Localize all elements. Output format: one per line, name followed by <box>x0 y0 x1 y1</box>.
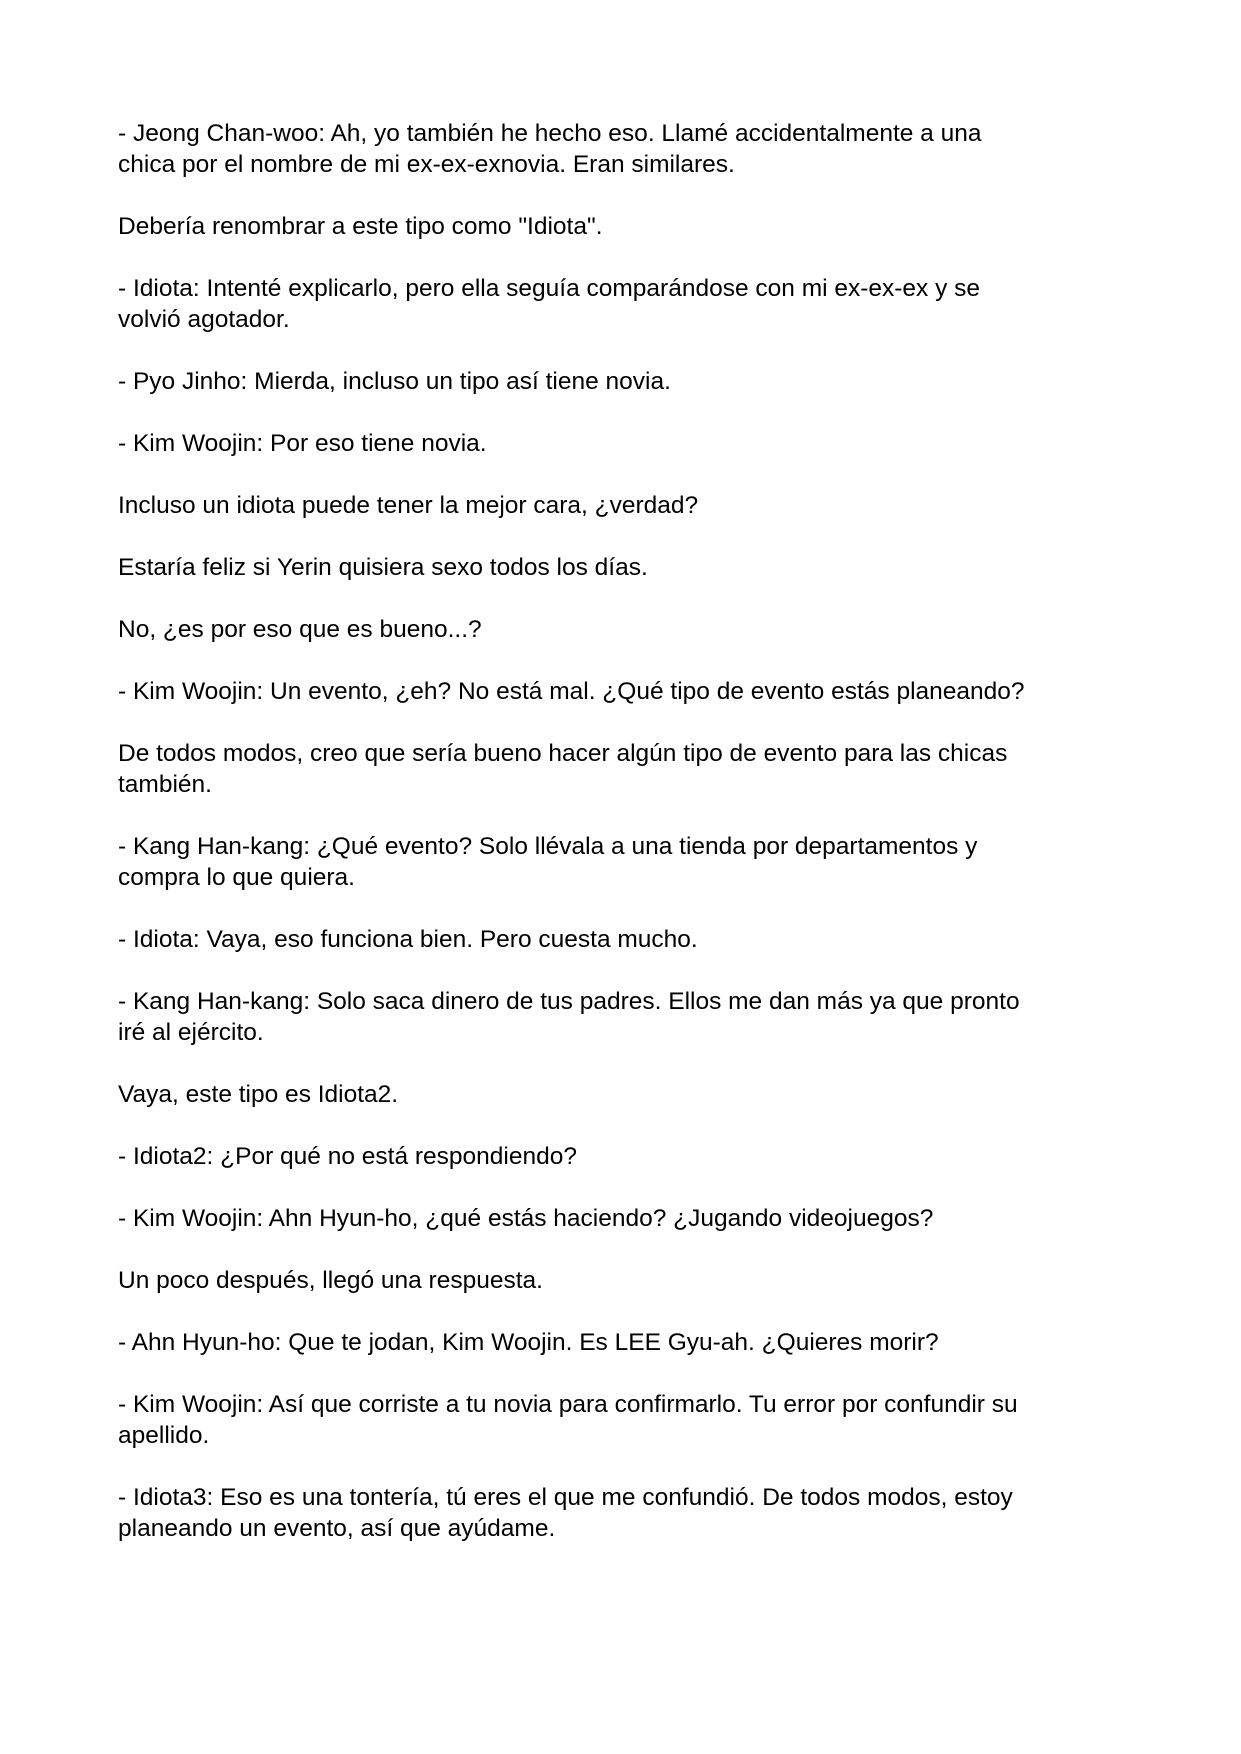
paragraph: - Kim Woojin: Así que corriste a tu novia para confirmarlo. Tu error por confundir su apellido. <box>118 1391 1018 1449</box>
paragraph: - Kim Woojin: Un evento, ¿eh? No está mal. ¿Qué tipo de evento estás planeando? <box>118 678 1025 705</box>
paragraph: - Pyo Jinho: Mierda, incluso un tipo así tiene novia. <box>118 368 671 395</box>
paragraph: - Jeong Chan-woo: Ah, yo también he hecho eso. Llamé accidentalmente a una chica por el nombre de mi ex-ex-exnovia. Eran similares. <box>118 120 982 178</box>
paragraph: Debería renombrar a este tipo como "Idiota". <box>118 213 603 240</box>
paragraph: - Kang Han-kang: Solo saca dinero de tus padres. Ellos me dan más ya que pronto iré al ejército. <box>118 988 1020 1046</box>
paragraph: - Kang Han-kang: ¿Qué evento? Solo llévala a una tienda por departamentos y compra lo que quiera. <box>118 833 978 891</box>
document-body <box>118 118 1138 1575</box>
paragraph: Vaya, este tipo es Idiota2. <box>118 1081 399 1108</box>
paragraph: - Ahn Hyun-ho: Que te jodan, Kim Woojin. Es LEE Gyu-ah. ¿Quieres morir? <box>118 1329 939 1356</box>
paragraph: No, ¿es por eso que es bueno...? <box>118 616 482 643</box>
paragraph: - Idiota: Intenté explicarlo, pero ella seguía comparándose con mi ex-ex-ex y se volvió agotador. <box>118 275 981 333</box>
paragraph: - Kim Woojin: Por eso tiene novia. <box>118 430 487 457</box>
paragraph: - Idiota2: ¿Por qué no está respondiendo? <box>118 1143 578 1170</box>
paragraph: - Idiota3: Eso es una tontería, tú eres el que me confundió. De todos modos, estoy planeando un evento, así que ayúdame. <box>118 1484 1013 1542</box>
paragraph: Estaría feliz si Yerin quisiera sexo todos los días. <box>118 554 648 581</box>
paragraph: Un poco después, llegó una respuesta. <box>118 1267 543 1294</box>
paragraph: Incluso un idiota puede tener la mejor cara, ¿verdad? <box>118 492 699 519</box>
paragraph: - Kim Woojin: Ahn Hyun-ho, ¿qué estás haciendo? ¿Jugando videojuegos? <box>118 1205 934 1232</box>
paragraph: - Idiota: Vaya, eso funciona bien. Pero cuesta mucho. <box>118 926 698 953</box>
paragraph: De todos modos, creo que sería bueno hacer algún tipo de evento para las chicas también. <box>118 740 1008 798</box>
